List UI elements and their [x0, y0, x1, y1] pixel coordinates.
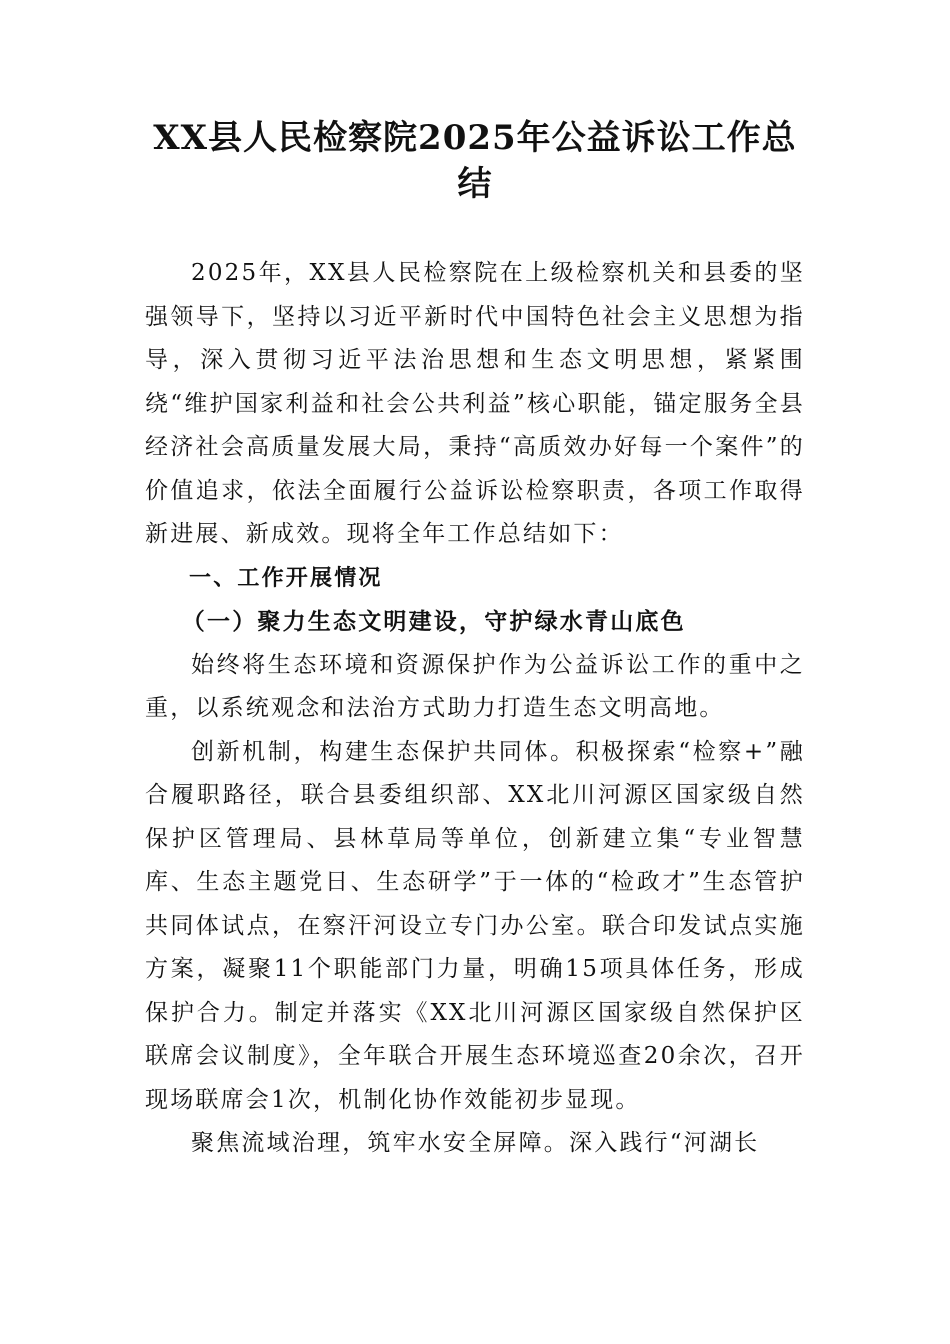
subsection-heading: （一）聚力生态文明建设，守护绿水青山底色 [181, 608, 686, 635]
document-title: XX县人民检察院2025年公益诉讼工作总结 [153, 118, 797, 204]
section-heading: 一、工作开展情况 [189, 565, 383, 591]
document-body [145, 252, 805, 1166]
body-paragraph: 聚焦流域治理，筑牢水安全屏障。深入践行“河湖长 [191, 1130, 760, 1156]
body-paragraph: 创新机制，构建生态保护共同体。积极探索“检察+”融合履职路径，联合县委组织部、XX北川河源区国家级自然保护区管理局、县林草局等单位，创新建立集“专业智慧库、生态主题党日、生态研学”于一体的“检政才”生态管护共同体试点，在察汗河设立专门办公室。联合印发试点实施方案，凝聚11个职能部门力量，明确15项具体任务，形成保护合力。制定并落实《XX北川河源区国家级自然保护区联席会议制度》，全年联合开展生态环境巡查20余次，召开现场联席会1次，机制化协作效能初步显现。 [145, 738, 805, 1113]
intro-paragraph: 2025年，XX县人民检察院在上级检察机关和县委的坚强领导下，坚持以习近平新时代中国特色社会主义思想为指导，深入贯彻习近平法治思想和生态文明思想，紧紧围绕“维护国家利益和社会公共利益”核心职能，锚定服务全县经济社会高质量发展大局，秉持“高质效办好每一个案件”的价值追求，依法全面履行公益诉讼检察职责，各项工作取得新进展、新成效。现将全年工作总结如下： [145, 260, 805, 547]
body-paragraph: 始终将生态环境和资源保护作为公益诉讼工作的重中之重，以系统观念和法治方式助力打造生态文明高地。 [145, 651, 805, 721]
